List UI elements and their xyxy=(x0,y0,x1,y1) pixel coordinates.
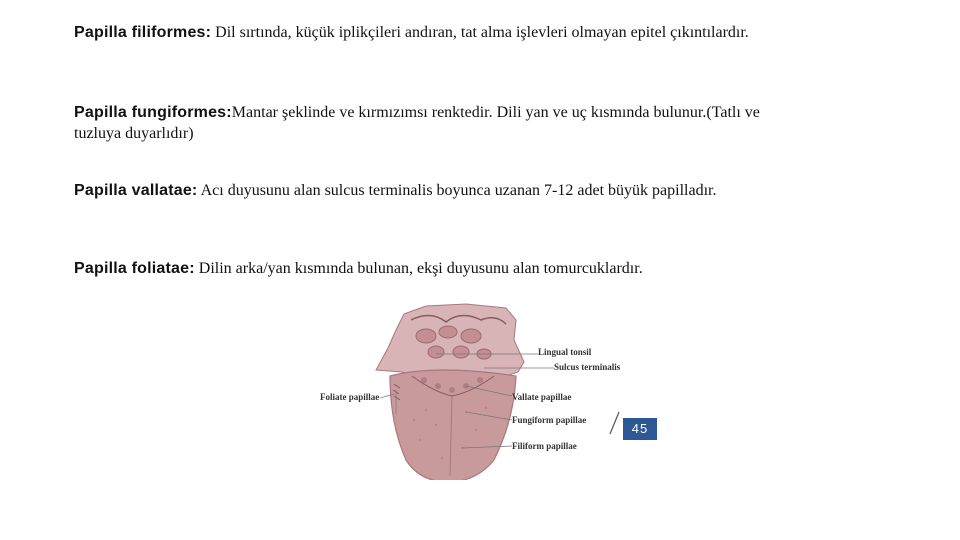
label-fungiform-papillae: Fungiform papillae xyxy=(512,415,587,425)
desc-filiformes: Dil sırtında, küçük iplikçileri andıran, tat alma işlevleri olmayan epitel çıkıntılardır. xyxy=(211,24,749,41)
label-filiform-papillae: Filiform papillae xyxy=(512,441,577,451)
desc-fungiformes: Mantar şeklinde ve kırmızımsı renktedir. Dili yan ve uç kısmında bulunur.(Tatlı ve tuzluya duyarlıdır) xyxy=(74,104,760,142)
desc-foliatae: Dilin arka/yan kısmında bulunan, ekşi duyusunu alan tomurcuklardır. xyxy=(194,260,643,277)
tongue-illustration xyxy=(316,300,646,480)
paragraph-fungiformes xyxy=(74,102,774,144)
paragraph-foliatae xyxy=(74,258,774,279)
label-lingual-tonsil: Lingual tonsil xyxy=(538,347,592,357)
label-vallate-papillae: Vallate papillae xyxy=(512,392,572,402)
term-vallatae: Papilla vallatae: xyxy=(74,182,198,199)
page-number-badge: 45 xyxy=(623,418,657,440)
term-foliatae: Papilla foliatae: xyxy=(74,260,195,277)
term-fungiformes: Papilla fungiformes: xyxy=(74,104,232,121)
paragraph-filiformes xyxy=(74,22,774,43)
label-foliate-papillae: Foliate papillae xyxy=(320,392,380,402)
label-sulcus-terminalis: Sulcus terminalis xyxy=(554,362,621,372)
tongue-figure xyxy=(316,300,646,480)
desc-vallatae: Acı duyusunu alan sulcus terminalis boyunca uzanan 7-12 adet büyük papilladır. xyxy=(197,182,717,199)
term-filiformes: Papilla filiformes: xyxy=(74,24,212,41)
paragraph-vallatae xyxy=(74,180,774,201)
